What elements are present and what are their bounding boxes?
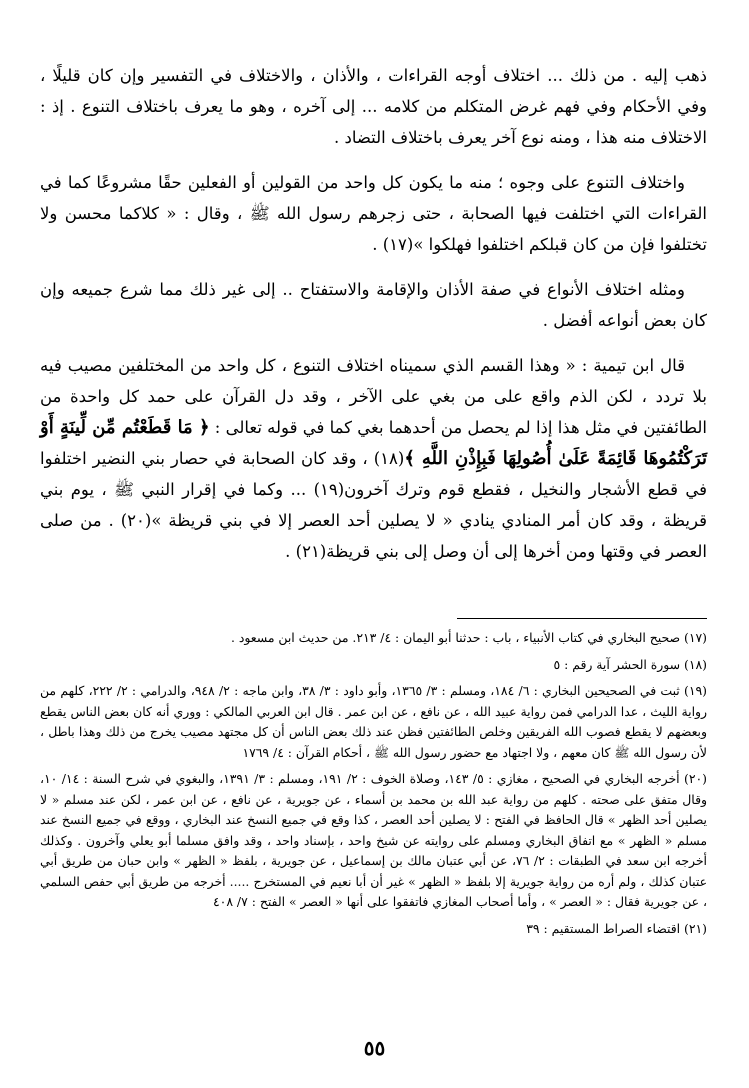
page-number: ٥٥ xyxy=(363,1036,386,1060)
quran-verse: ﴿ مَا قَطَعْتُم مِّن لِّينَةٍ أَوْ تَرَكْتُمُوهَا قَائِمَةً عَلَىٰ أُصُولِهَا فَبِإِذْنِ اللَّهِ ﴾ xyxy=(40,417,707,469)
footnote-21: (٢١) اقتضاء الصراط المستقيم : ٣٩ xyxy=(526,920,707,936)
footnote-19: (١٩) ثبت في الصحيحين البخاري : ٦/ ١٨٤، ومسلم : ٣/ ١٣٦٥، وأبو داود : ٣/ ٣٨، وابن ماجه : ٢/ ٩٤٨، والدرامي : ٢/ ٢٢٢، كلهم من رواية الليث ، عدا الدرامي فمن رواية عبيد الله ، عن نافع ، عن ابن عمر . قال ابن العربي المالكي : ووري أنه كان بعض الناس يقطع وبعضهم لا يقطع فصوب الله الفريقين وخلص الطائفتين فظن عند ذلك بعض الناس أن كل مجتهد مصيب يخرج من ذلك وهذا باطل ، لأن رسول الله ﷺ كان معهم ، ولا اجتهاد مع حضور رسول الله ﷺ ، أحكام القرآن : ٤/ ١٧٦٩ xyxy=(40,683,708,760)
footnote-separator xyxy=(457,618,707,619)
paragraph-4-part-2: (١٨) ، وقد كان الصحابة في حصار بني النضير اختلفوا في قطع الأشجار والنخيل ، فقطع قوم وترك آخرون(١٩) ... وكما في إقرار النبي ﷺ ، يوم بني قريظة ، وقد كان أمر المنادي ينادي « لا يصلين أحد العصر إلا في بني قريظة »(٢٠) . من صلى العصر في وقتها ومن أخرها إلى أن وصل إلى بني قريظة(٢١) . xyxy=(40,449,707,561)
main-text xyxy=(40,60,707,581)
paragraph-4-part-1: قال ابن تيمية : « وهذا القسم الذي سميناه اختلاف التنوع ، كل واحد من المختلفين مصيب فيه بلا تردد ، لكن الذم واقع على من بغي على الآخر ، وقد دل القرآن على حمد كل واحدة من الطائفتين في مثل هذا إذا لم يحصل من أحدهما بغي كما في قوله تعالى : xyxy=(40,356,707,437)
paragraph-1: ذهب إليه . من ذلك ... اختلاف أوجه القراءات ، والأذان ، والاختلاف في التفسير وإن كان قليلًا ، وفي الأحكام وفي فهم غرض المتكلم من كلامه ... إلى آخره ، وهو ما يعرف باختلاف التنوع . إذ : الاختلاف منه هذا ، ومنه نوع آخر يعرف باختلاف التضاد . xyxy=(40,66,707,147)
footnote-17: (١٧) صحيح البخاري في كتاب الأنبياء ، باب : حدثنا أبو اليمان : ٤/ ٢١٣. من حديث ابن مسعود . xyxy=(231,630,707,645)
footnotes xyxy=(40,628,707,945)
footnote-20: (٢٠) أخرجه البخاري في الصحيح ، مغازي : ٥/ ١٤٣، وصلاة الخوف : ٢/ ١٩١، ومسلم : ٣/ ١٣٩١، والبغوي في شرح السنة : ١٤/ ١٠، وقال متفق على صحته . كلهم من رواية عبد الله بن محمد بن أسماء ، عن جويرية ، عن نافع ، عن ابن عمر ، لكن عند مسلم « لا يصلين أحد الظهر » قال الحافظ في الفتح : لا يصلين أحد العصر ، كذا وقع في جميع النسخ عند البخاري ، ووقع في جميع النسخ عند مسلم « الظهر » مع اتفاق البخاري ومسلم على روايته عن شيخ واحد ، بإسناد واحد ، وقد وافق مسلما أبو يعلي وآخرون . وكذلك أخرجه ابن سعد في الطبقات : ٢/ ٧٦، عن أبي عتبان مالك بن إسماعيل ، عن جويرية ، بلفظ « الظهر » وابن حبان من طريق أبي عتبان كذلك ، ولم أره من رواية جويرية إلا بلفظ « الظهر » غير أن أبا نعيم في المستخرج ..... أخرجه من طريق أبي حفص السلمي ، عن جويرية فقال : « العصر » ، وأما أصحاب المغازي فاتفقوا على أنها « العصر » الفتح : ٧/ ٤٠٨ xyxy=(40,771,707,909)
paragraph-3: ومثله اختلاف الأنواع في صفة الأذان والإقامة والاستفتاح .. إلى غير ذلك مما شرع جميعه وإن كان بعض أنواعه أفضل . xyxy=(40,280,707,330)
paragraph-4 xyxy=(40,350,707,567)
paragraph-2: واختلاف التنوع على وجوه ؛ منه ما يكون كل واحد من القولين أو الفعلين حقًا مشروعًا كما في القراءات التي اختلفت فيها الصحابة ، حتى زجرهم رسول الله ﷺ ، وقال : « كلاكما محسن ولا تختلفوا فإن من كان قبلكم اختلفوا فهلكوا »(١٧) . xyxy=(40,173,707,254)
footnote-18: (١٨) سورة الحشر آية رقم : ٥ xyxy=(553,656,707,672)
